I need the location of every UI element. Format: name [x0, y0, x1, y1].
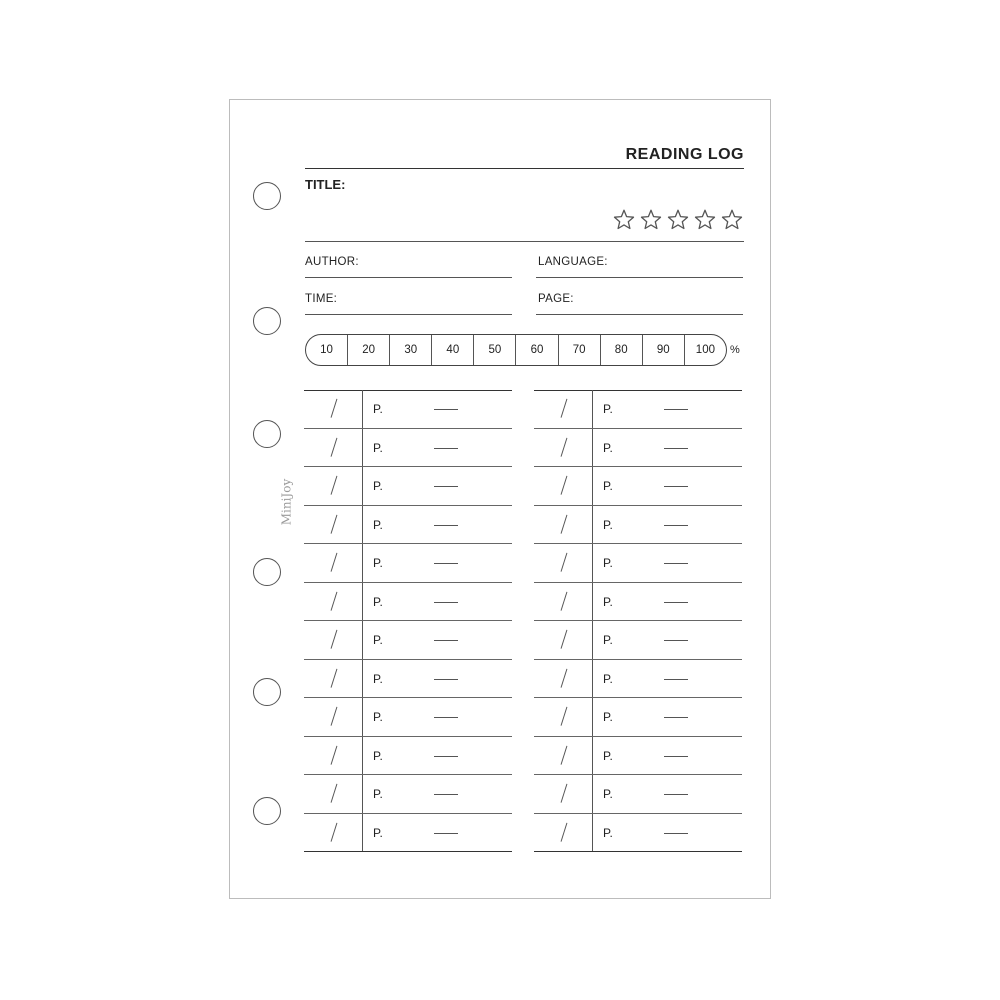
page-prefix: P.: [603, 594, 613, 609]
date-slash-icon: [534, 429, 592, 467]
column-divider: [592, 621, 593, 659]
page-range-dash: [434, 409, 458, 410]
page-range-dash: [434, 833, 458, 834]
log-row[interactable]: [304, 775, 512, 814]
page-prefix: P.: [373, 594, 383, 609]
page-prefix: P.: [373, 402, 383, 416]
page-range-dash: [434, 486, 458, 487]
page-prefix: P.: [603, 440, 613, 455]
log-row[interactable]: [304, 814, 512, 853]
page-prefix: P.: [373, 479, 383, 493]
page-range-dash: [434, 640, 458, 641]
date-slash-icon: [534, 775, 592, 813]
page-range-dash: [664, 448, 688, 449]
date-slash-icon: [534, 698, 592, 736]
page-prefix: P.: [373, 633, 383, 647]
log-row[interactable]: [534, 621, 742, 660]
page-prefix: P.: [373, 787, 383, 801]
column-divider: [592, 467, 593, 505]
column-divider: [592, 429, 593, 467]
log-row[interactable]: [304, 621, 512, 660]
page-range-dash: [664, 640, 688, 641]
page-prefix: P.: [603, 479, 613, 493]
column-divider: [592, 544, 593, 582]
log-row[interactable]: [304, 467, 512, 506]
title-label: TITLE:: [305, 177, 346, 192]
progress-tick-20[interactable]: 20: [347, 335, 389, 365]
page-range-dash: [434, 602, 458, 603]
date-slash-icon: [534, 467, 592, 505]
page-prefix: P.: [603, 748, 613, 763]
progress-tick-30[interactable]: 30: [389, 335, 431, 365]
page-prefix: P.: [603, 556, 613, 570]
column-divider: [362, 429, 363, 467]
binder-hole: [253, 678, 281, 706]
binder-hole: [253, 182, 281, 210]
page-prefix: P.: [603, 402, 613, 416]
log-row[interactable]: [304, 660, 512, 699]
page-prefix: P.: [373, 748, 383, 763]
progress-tick-50[interactable]: 50: [473, 335, 515, 365]
page-range-dash: [664, 563, 688, 564]
page-prefix: P.: [373, 710, 383, 724]
column-divider: [592, 698, 593, 736]
page-range-dash: [664, 833, 688, 834]
column-divider: [592, 506, 593, 544]
log-row[interactable]: [304, 544, 512, 583]
column-divider: [362, 814, 363, 852]
star-outline-icon[interactable]: [720, 208, 744, 232]
title-underline: [305, 168, 744, 169]
date-slash-icon: [304, 737, 362, 775]
progress-tick-40[interactable]: 40: [431, 335, 473, 365]
progress-tick-60[interactable]: 60: [515, 335, 557, 365]
date-slash-icon: [304, 698, 362, 736]
date-slash-icon: [534, 621, 592, 659]
column-divider: [362, 467, 363, 505]
date-slash-icon: [304, 467, 362, 505]
date-slash-icon: [304, 660, 362, 698]
log-row[interactable]: [534, 775, 742, 814]
star-outline-icon[interactable]: [639, 208, 663, 232]
date-slash-icon: [304, 390, 362, 428]
star-outline-icon[interactable]: [612, 208, 636, 232]
binder-hole: [253, 558, 281, 586]
log-row[interactable]: [534, 429, 742, 468]
page-range-dash: [434, 756, 458, 757]
progress-tracker[interactable]: [305, 334, 727, 366]
column-divider: [592, 660, 593, 698]
column-divider: [362, 506, 363, 544]
page-prefix: P.: [603, 671, 613, 686]
page-prefix: P.: [603, 710, 613, 724]
log-row[interactable]: [304, 429, 512, 468]
log-row[interactable]: [534, 583, 742, 622]
page-range-dash: [434, 563, 458, 564]
page-prefix: P.: [373, 556, 383, 570]
rating-stars[interactable]: [612, 208, 744, 232]
log-row[interactable]: [534, 737, 742, 776]
page-range-dash: [664, 602, 688, 603]
page-prefix: P.: [603, 825, 613, 840]
brand-watermark: MiniJoy: [279, 478, 294, 526]
date-slash-icon: [304, 621, 362, 659]
column-divider: [362, 390, 363, 428]
page-prefix: P.: [373, 440, 383, 455]
language-label: LANGUAGE:: [538, 256, 608, 268]
page-range-dash: [664, 486, 688, 487]
page-range-dash: [664, 679, 688, 680]
page-range-dash: [664, 794, 688, 795]
date-slash-icon: [304, 775, 362, 813]
page-range-dash: [434, 717, 458, 718]
progress-tick-100[interactable]: 100: [684, 335, 726, 365]
progress-tick-90[interactable]: 90: [642, 335, 684, 365]
log-row[interactable]: [534, 544, 742, 583]
page-prefix: P.: [603, 517, 613, 532]
log-column-right: [534, 390, 742, 852]
date-slash-icon: [534, 660, 592, 698]
date-slash-icon: [534, 583, 592, 621]
page-range-dash: [664, 409, 688, 410]
column-divider: [362, 698, 363, 736]
log-row[interactable]: [304, 583, 512, 622]
author-label: AUTHOR:: [305, 256, 359, 268]
time-field-line[interactable]: [305, 314, 512, 315]
log-row[interactable]: [534, 814, 742, 853]
page-range-dash: [664, 717, 688, 718]
page-label: PAGE:: [538, 293, 574, 305]
date-slash-icon: [534, 814, 592, 852]
page-range-dash: [434, 794, 458, 795]
log-row[interactable]: [304, 698, 512, 737]
column-divider: [362, 775, 363, 813]
column-divider: [362, 583, 363, 621]
page-range-dash: [434, 679, 458, 680]
log-row[interactable]: [534, 698, 742, 737]
log-row[interactable]: [304, 390, 512, 429]
star-outline-icon[interactable]: [666, 208, 690, 232]
binder-hole: [253, 797, 281, 825]
column-divider: [592, 737, 593, 775]
column-divider: [592, 814, 593, 852]
date-slash-icon: [534, 390, 592, 428]
language-field-line[interactable]: [536, 277, 743, 278]
column-divider: [362, 544, 363, 582]
binder-hole: [253, 307, 281, 335]
date-slash-icon: [534, 737, 592, 775]
page-prefix: P.: [373, 825, 383, 840]
progress-tick-70[interactable]: 70: [558, 335, 600, 365]
column-divider: [362, 660, 363, 698]
log-row[interactable]: [534, 660, 742, 699]
page-range-dash: [664, 756, 688, 757]
binder-hole: [253, 420, 281, 448]
date-slash-icon: [304, 544, 362, 582]
date-slash-icon: [304, 429, 362, 467]
page-prefix: P.: [603, 787, 613, 801]
page-range-dash: [664, 525, 688, 526]
log-column-left: [304, 390, 512, 852]
log-row[interactable]: [534, 390, 742, 429]
log-row[interactable]: [534, 467, 742, 506]
column-divider: [362, 621, 363, 659]
page-title: READING LOG: [625, 146, 744, 163]
log-row[interactable]: [534, 506, 742, 545]
column-divider: [592, 390, 593, 428]
date-slash-icon: [534, 506, 592, 544]
page-range-dash: [434, 448, 458, 449]
date-slash-icon: [534, 544, 592, 582]
page-prefix: P.: [373, 517, 383, 532]
page-range-dash: [434, 525, 458, 526]
date-slash-icon: [304, 506, 362, 544]
date-slash-icon: [304, 814, 362, 852]
author-field-line[interactable]: [305, 277, 512, 278]
column-divider: [592, 583, 593, 621]
log-row[interactable]: [304, 737, 512, 776]
time-label: TIME:: [305, 293, 338, 305]
log-row[interactable]: [304, 506, 512, 545]
page-prefix: P.: [373, 671, 383, 686]
column-divider: [592, 775, 593, 813]
star-outline-icon[interactable]: [693, 208, 717, 232]
progress-tick-80[interactable]: 80: [600, 335, 642, 365]
progress-tick-10[interactable]: 10: [320, 344, 333, 356]
date-slash-icon: [304, 583, 362, 621]
column-divider: [362, 737, 363, 775]
title-field-line[interactable]: [305, 241, 744, 242]
progress-unit: %: [730, 344, 740, 356]
page-field-line[interactable]: [536, 314, 743, 315]
page-prefix: P.: [603, 633, 613, 647]
